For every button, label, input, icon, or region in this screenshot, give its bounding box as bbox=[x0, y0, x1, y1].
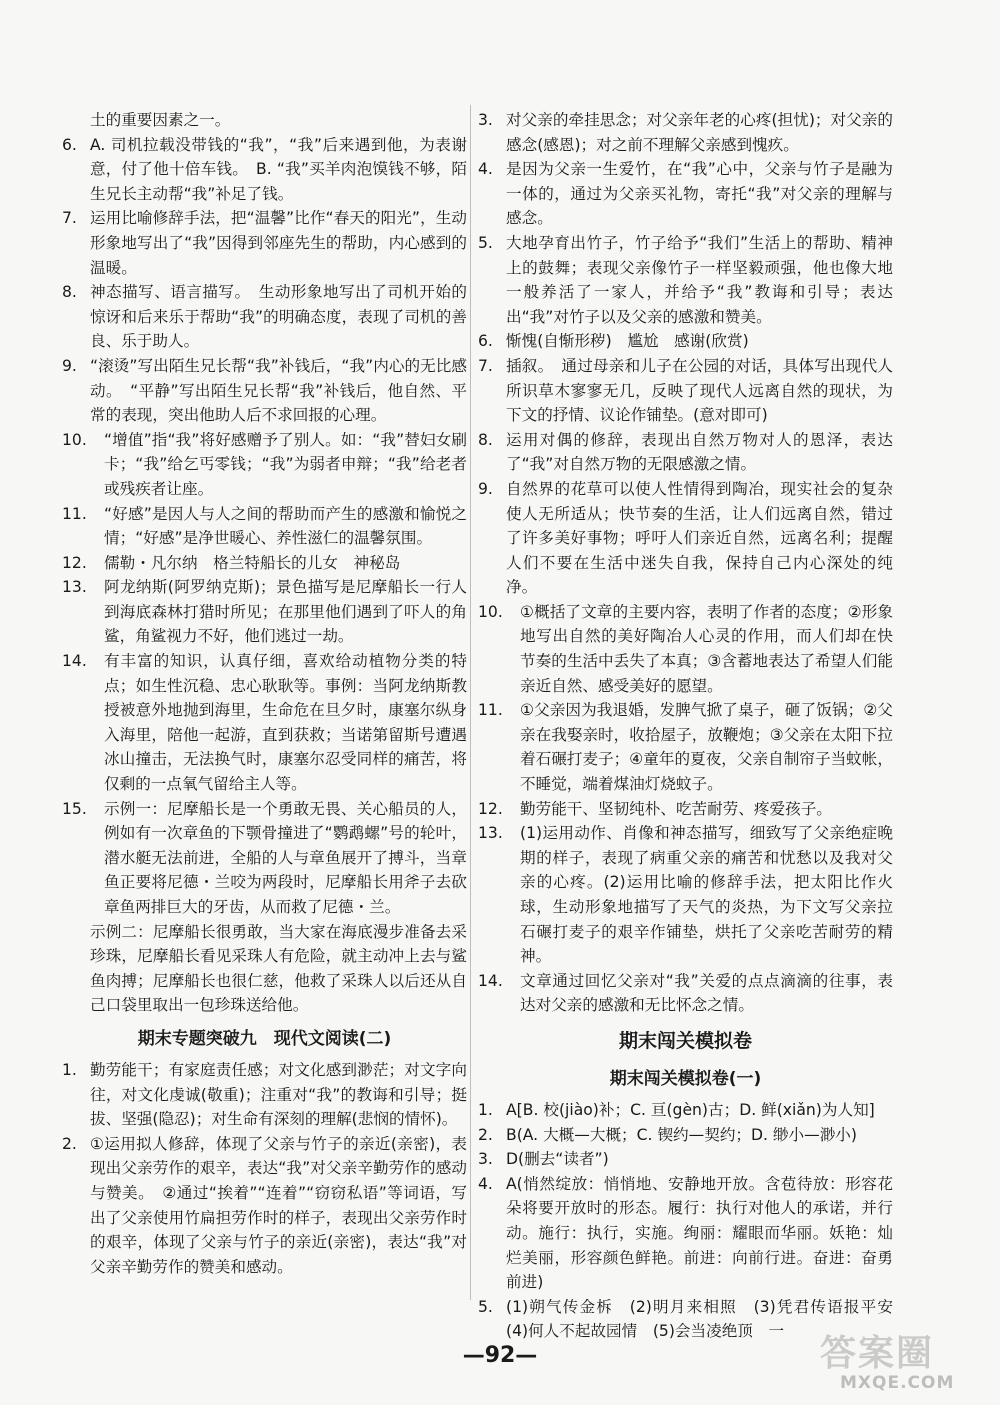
answer-number: 1. bbox=[62, 1060, 77, 1079]
answer-number: 14. bbox=[478, 971, 503, 990]
answer-number: 6. bbox=[62, 135, 77, 154]
answer-number: 2. bbox=[62, 1134, 77, 1153]
column-divider bbox=[470, 105, 471, 1300]
answer-item bbox=[478, 821, 893, 969]
answer-item bbox=[62, 280, 467, 354]
answer-item bbox=[62, 502, 467, 551]
answer-text: ①概括了文章的主要内容，表明了作者的态度；②形象地写出自然的美好陶冶人心灵的作用，而人们却在快节奏的生活中丢失了本真；③含蓄地表达了希望人们能亲近自然、感受美好的愿望。 bbox=[520, 602, 893, 695]
answer-item bbox=[62, 354, 467, 428]
answer-item bbox=[478, 969, 893, 1018]
answer-text: B(A. 大概—大概；C. 锲约—契约；D. 缈小—渺小) bbox=[506, 1125, 857, 1144]
answer-number: 15. bbox=[62, 799, 87, 818]
answer-number: 1. bbox=[478, 1100, 493, 1119]
answer-text: A(悄然绽放：悄悄地、安静地开放。含苞待放：形容花朵将要开放时的形态。履行：执行对他人的承诺，并行动。施行：执行，实施。绚丽：耀眼而华丽。妖艳：灿烂美丽，形容颜色鲜艳。前进：向前行进。奋进：奋勇前进) bbox=[506, 1174, 893, 1292]
left-answer-list bbox=[62, 108, 467, 1018]
answer-number: 14. bbox=[62, 652, 87, 671]
answer-item bbox=[62, 920, 467, 1018]
answer-item bbox=[478, 477, 893, 600]
answer-item bbox=[62, 108, 467, 133]
answer-number: 8. bbox=[62, 283, 77, 302]
answer-number: 8. bbox=[478, 430, 493, 449]
answer-text: A[B. 校(jiào)补；C. 亘(gèn)古；D. 鲜(xiǎn)为人知] bbox=[506, 1100, 875, 1119]
answer-text: “好感”是因人与人之间的帮助而产生的感激和愉悦之情；“好感”是净世暖心、养性滋仁的温馨氛围。 bbox=[104, 504, 467, 548]
answer-item bbox=[62, 428, 467, 502]
answer-text: 对父亲的牵挂思念；对父亲年老的心疼(担忧)；对父亲的感念(感恩)；对之前不理解父亲感到愧疚。 bbox=[506, 111, 893, 154]
answer-number: 7. bbox=[62, 209, 77, 228]
answer-item bbox=[478, 698, 893, 796]
answer-text: 示例一：尼摩船长是一个勇敢无畏、关心船员的人，例如有一次章鱼的下颚骨撞进了“鹦鹉螺”号的轮叶，潜水艇无法前进，全船的人与章鱼展开了搏斗，当章鱼正要将尼德・兰咬为两段时，尼摩船长用斧子去砍章鱼两排巨大的牙齿，从而救了尼德・兰。 bbox=[104, 799, 467, 916]
answer-item bbox=[478, 797, 893, 822]
answer-text: 神态描写、语言描写。 生动形象地写出了司机开始的惊讶和后来乐于帮助“我”的明确态度，表现了司机的善良、乐于助人。 bbox=[90, 283, 467, 351]
answer-item bbox=[478, 600, 893, 698]
watermark-url: MXQE.COM bbox=[840, 1373, 955, 1393]
answer-item bbox=[478, 108, 893, 157]
answer-number: 6. bbox=[478, 332, 493, 351]
answer-text: 勤劳能干、坚韧纯朴、吃苦耐劳、疼爱孩子。 bbox=[520, 799, 832, 818]
answer-number: 11. bbox=[62, 504, 87, 523]
answer-number: 10. bbox=[478, 602, 503, 621]
right-answer-list-2 bbox=[478, 1098, 909, 1344]
answer-item bbox=[478, 1098, 893, 1123]
answer-item bbox=[478, 157, 893, 231]
answer-text: “滚烫”写出陌生兄长帮“我”补钱后，“我”内心的无比感动。 “平静”写出陌生兄长帮“我”补钱后，他自然、平常的表现，突出他助人后不求回报的心理。 bbox=[90, 356, 467, 425]
answer-number: 7. bbox=[478, 356, 493, 375]
right-answer-list bbox=[478, 108, 893, 1018]
answer-number: 5. bbox=[478, 1297, 493, 1316]
answer-text: 运用比喻修辞手法，把“温馨”比作“春天的阳光”，生动形象地写出了“我”因得到邻座先生的帮助，内心感到的温暖。 bbox=[90, 209, 467, 277]
answer-text: 大地孕育出竹子，竹子给予“我们”生活上的帮助、精神上的鼓舞；表现父亲像竹子一样坚毅顽强，他也像大地一般养活了一家人，并给予“我”教诲和引导；表达出“我”对竹子以及父亲的感激和赞美。 bbox=[506, 233, 893, 326]
answer-item bbox=[62, 575, 467, 649]
left-column bbox=[62, 108, 467, 1279]
answer-number: 9. bbox=[478, 479, 493, 498]
answer-text: (1)朔气传金柝 (2)明月来相照 (3)凭君传语报平安 (4)何人不起故园情 (5)会当凌绝顶 一 bbox=[506, 1297, 909, 1341]
answer-text: (1)运用动作、肖像和神态描写，细致写了父亲绝症晚期的样子，表现了病重父亲的痛苦和忧愁以及我对父亲的心疼。(2)运用比喻的修辞手法，把太阳比作火球，生动形象地描写了天气的炎热，为下文写父亲拉石碾打麦子的艰辛作铺垫，烘托了父亲吃苦耐劳的精神。 bbox=[520, 824, 893, 966]
answer-number: 5. bbox=[478, 233, 493, 252]
answer-number: 9. bbox=[62, 356, 77, 375]
answer-text: 土的重要因素之一。 bbox=[90, 111, 231, 129]
answer-number: 10. bbox=[62, 430, 87, 449]
exam-subtitle: 期末闯关模拟卷(一) bbox=[609, 1068, 762, 1089]
answer-number: 13. bbox=[62, 578, 87, 597]
answer-text: 示例二：尼摩船长很勇敢，当大家在海底漫步准备去采珍珠，尼摩船长看见采珠人有危险，就主动冲上去与鲨鱼肉搏；尼摩船长也很仁慈，他救了采珠人以后还从自己口袋里取出一包珍珠送给他。 bbox=[90, 922, 467, 1015]
answer-item bbox=[478, 231, 893, 329]
answer-item bbox=[62, 649, 467, 797]
section-title: 期末专题突破九 现代文阅读(二) bbox=[137, 1028, 392, 1049]
answer-item bbox=[478, 329, 893, 354]
answer-number: 3. bbox=[478, 111, 493, 129]
answer-text: ①运用拟人修辞，体现了父亲与竹子的亲近(亲密)，表现出父亲劳作的艰辛，表达“我”对父亲辛勤劳作的感动与赞美。 ②通过“挨着”“连着”“窃窃私语”等词语，写出了父亲使用竹扁担劳作时的样子，表现出父亲劳作时的艰辛，体现了父亲与竹子的亲近(亲密)，表达“我”对父亲辛勤劳作的赞美和感动。 bbox=[90, 1134, 467, 1276]
answer-item bbox=[478, 1123, 893, 1148]
answer-number: 11. bbox=[478, 701, 503, 720]
answer-item bbox=[62, 797, 467, 920]
answer-text: 儒勒・凡尔纳 格兰特船长的儿女 神秘岛 bbox=[104, 553, 401, 572]
answer-item bbox=[62, 133, 467, 207]
answer-text: D(删去“读者”) bbox=[506, 1150, 609, 1169]
answer-number: 13. bbox=[478, 824, 503, 843]
answer-text: 有丰富的知识，认真仔细，喜欢给动植物分类的特点；如生性沉稳、忠心耿耿等。事例：当阿龙纳斯教授被意外地抛到海里，生命危在旦夕时，康塞尔纵身入海里，陪他一起游，直到获救；当诺第留斯号遭遇冰山撞击，无法换气时，康塞尔忍受同样的痛苦，将仅剩的一点氧气留给主人等。 bbox=[104, 652, 467, 794]
answer-text: 自然界的花草可以使人性情得到陶冶，现实社会的复杂使人无所适从；快节奏的生活，让人们远离自然，错过了许多美好事物；呼吁人们亲近自然，远离名利；提醒人们不要在生活中迷失自我，保持自己内心深处的纯净。 bbox=[506, 479, 893, 597]
answer-number: 12. bbox=[478, 799, 503, 818]
answer-item bbox=[62, 551, 467, 576]
answer-text: 阿龙纳斯(阿罗纳克斯)；景色描写是尼摩船长一行人到海底森林打猎时所见；在那里他们遇到了吓人的角鲨，角鲨视力不好，他们逃过一劫。 bbox=[104, 578, 467, 646]
answer-text: 插叙。 通过母亲和儿子在公园的对话，具体写出现代人所识草木寥寥无几，反映了现代人远离自然的现状，为下文的抒情、议论作铺垫。(意对即可) bbox=[506, 356, 893, 425]
answer-number: 12. bbox=[62, 553, 87, 572]
answer-item bbox=[478, 428, 893, 477]
answer-item bbox=[62, 206, 467, 280]
answer-text: 勤劳能干；有家庭责任感；对文化感到渺茫；对文字向往，对文化虔诚(敬重)；注重对“我”的教诲和引导；挺拔、坚强(隐忍)；对生命有深刻的理解(悲悯的情怀)。 bbox=[90, 1060, 467, 1129]
answer-text: “增值”指“我”将好感赠予了别人。如：“我”替妇女刷卡；“我”给乞丐零钱；“我”为弱者申辩；“我”给老者或残疾者让座。 bbox=[104, 430, 467, 498]
right-column bbox=[478, 108, 909, 1344]
answer-text: 是因为父亲一生爱竹，在“我”心中，父亲与竹子是融为一体的，通过为父亲买礼物，寄托“我”对父亲的理解与感念。 bbox=[506, 160, 893, 228]
answer-item bbox=[62, 1058, 467, 1132]
left-answer-list-2 bbox=[62, 1058, 467, 1279]
answer-number: 4. bbox=[478, 160, 493, 179]
answer-text: ①父亲因为我退婚，发脾气掀了桌子，砸了饭锅；②父亲在我娶亲时，收拾屋子，放鞭炮；③父亲在太阳下拉着石碾打麦子；④童年的夏夜，父亲自制帘子当蚊帐，不睡觉，端着煤油灯烧蚊子。 bbox=[520, 701, 893, 794]
answer-number: 3. bbox=[478, 1150, 493, 1169]
answer-text: 运用对偶的修辞，表现出自然万物对人的恩泽，表达了“我”对自然万物的无限感激之情。 bbox=[506, 430, 893, 474]
exam-title: 期末闯关模拟卷 bbox=[618, 1029, 752, 1052]
page-number: —92— bbox=[462, 1343, 538, 1368]
answer-item bbox=[478, 1147, 893, 1172]
answer-item bbox=[62, 1132, 467, 1280]
answer-item bbox=[478, 1172, 893, 1295]
answer-item bbox=[478, 354, 893, 428]
watermark-text: 答案圈 bbox=[820, 1332, 935, 1374]
answer-number: 2. bbox=[478, 1125, 493, 1144]
answer-text: A. 司机拉载没带钱的“我”，“我”后来遇到他，为表谢意，付了他十倍车钱。 B. “我”买羊肉泡馍钱不够，陌生兄长主动帮“我”补足了钱。 bbox=[90, 135, 467, 203]
answer-text: 惭愧(自惭形秽) 尴尬 感谢(欣赏) bbox=[506, 332, 749, 351]
answer-number: 4. bbox=[478, 1174, 493, 1193]
answer-text: 文章通过回忆父亲对“我”关爱的点点滴滴的往事，表达对父亲的感激和无比怀念之情。 bbox=[520, 971, 893, 1015]
watermark-logo bbox=[800, 1325, 990, 1400]
